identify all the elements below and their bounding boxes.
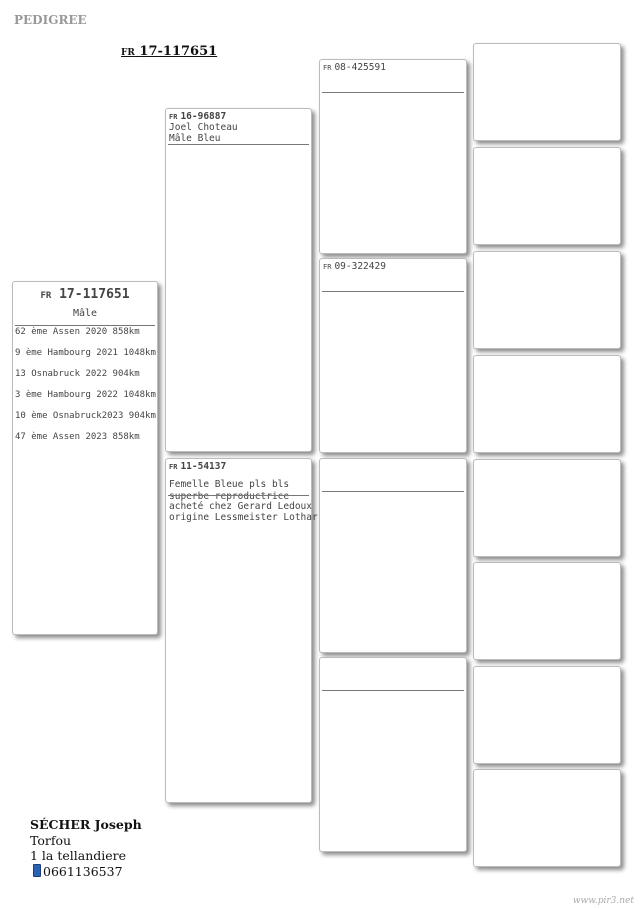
owner-phone-row [30,864,142,880]
sire-ring [166,109,311,123]
subject-ring [13,282,157,302]
pedigree-title [121,44,217,59]
dam-desc: Femelle Bleue pls bls [169,479,290,490]
subject-card [12,281,158,635]
dam-sire-card [319,458,467,653]
sire-ring-number: 16-96887 [180,111,227,122]
title-country: FR [121,48,135,58]
owner-block [30,817,142,879]
result-item: 9 ème Hambourg 2021 1048km [15,348,156,358]
result-item: 62 ème Assen 2020 858km [15,327,140,337]
sire-sire-card [319,59,467,254]
dam-country: FR [169,463,178,471]
ancestor-card [473,666,621,764]
result-item: 47 ème Assen 2023 858km [15,432,140,442]
result-item: 3 ème Hambourg 2022 1048km [15,390,156,400]
ancestor-card [473,147,621,245]
dam-card [165,458,318,803]
subject-results [13,322,157,448]
phone-icon [33,864,41,877]
ancestor-card [473,43,621,141]
sire-card [165,108,312,452]
footer-url: www.pir3.net [572,896,634,906]
sire-sire-ring-number: 08-425591 [334,62,386,73]
owner-city: Torfou [30,832,72,848]
sire-desc: Mâle Bleu [169,132,221,144]
ancestor-card [473,562,621,660]
dam-note: origine Lessmeister Lothar [169,511,318,523]
result-item: 13 Osnabruck 2022 904km [15,369,140,379]
subject-country: FR [40,291,52,301]
sire-dam-ring-number: 09-322429 [334,261,386,272]
owner-address: 1 la tellandiere [30,848,127,863]
owner-name: SÉCHER Joseph [30,817,142,832]
dam-note: superbe reproductrice [169,490,290,502]
sire-dam-country: FR [323,263,332,271]
title-ring: 17-117651 [139,44,218,59]
ancestor-card [473,769,621,867]
ancestor-card [473,251,621,349]
subject-ring-number: 17-117651 [59,287,130,302]
sire-sire-ring [320,60,466,74]
owner-phone: 0661136537 [43,863,123,879]
sire-dam-ring [320,259,466,273]
subject-sex: Mâle [72,308,98,319]
ancestor-card [473,355,621,453]
sire-sire-country: FR [323,64,332,72]
dam-note: acheté chez Gerard Ledoux [169,501,312,512]
result-item: 10 ème Osnabruck2023 904km [15,411,156,421]
dam-ring [166,459,311,473]
ancestor-card [473,459,621,557]
dam-ring-number: 11-54137 [180,461,227,472]
dam-dam-card [319,657,467,852]
sire-dam-card [319,258,467,453]
sire-owner: Joel Choteau [169,122,238,133]
sire-country: FR [169,113,178,121]
page-heading: PEDIGREE [14,13,87,27]
